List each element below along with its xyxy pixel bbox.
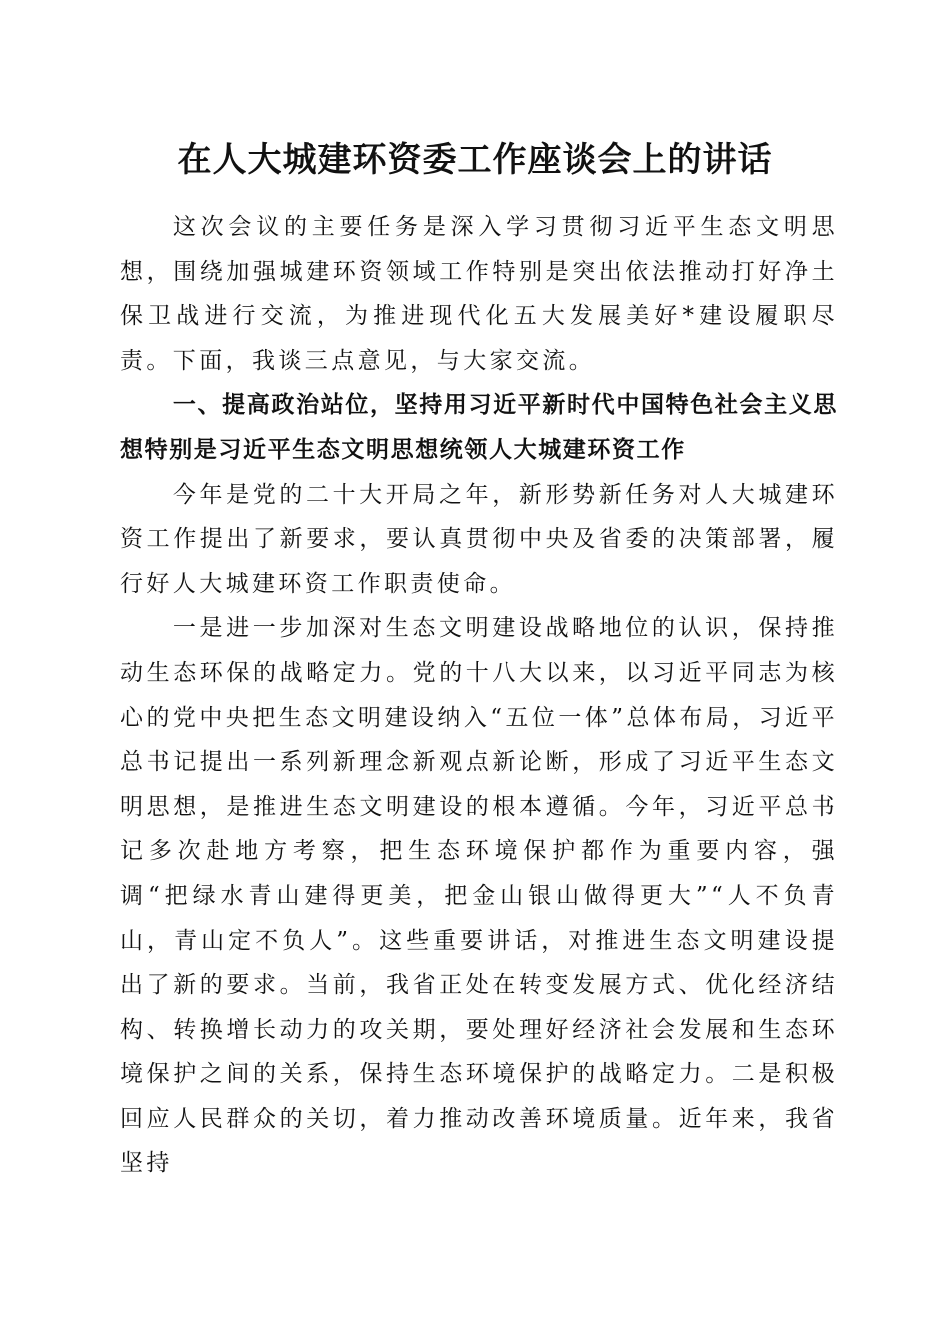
intro-paragraph: 这次会议的主要任务是深入学习贯彻习近平生态文明思想，围绕加强城建环资领域工作特别是突出依法推动打好净土保卫战进行交流，为推进现代化五大发展美好*建设履职尽责。下面，我谈三点意见，与大家交流。 (120, 214, 838, 374)
section-heading-1: 一、提高政治站位，坚持用习近平新时代中国特色社会主义思想特别是习近平生态文明思想统领人大城建环资工作 (120, 392, 838, 463)
point2-body: 近年来，我省坚持 (120, 1105, 838, 1177)
document-body (120, 205, 838, 1186)
point1-paragraph (120, 606, 838, 1186)
point2-lead: 二是积极回应人民群众的关切，着力推动改善环境质量。 (120, 1061, 838, 1132)
point1-lead: 一是进一步加深对生态文明建设战略地位的认识，保持推动生态环保的战略定力。 (120, 615, 838, 686)
document-title: 在人大城建环资委工作座谈会上的讲话 (177, 140, 773, 180)
section1-paragraph: 今年是党的二十大开局之年，新形势新任务对人大城建环资工作提出了新要求，要认真贯彻中央及省委的决策部署，履行好人大城建环资工作职责使命。 (120, 481, 838, 597)
point1-body: 党的十八大以来，以习近平同志为核心的党中央把生态文明建设纳入“五位一体”总体布局，习近平总书记提出一系列新理念新观点新论断，形成了习近平生态文明思想，是推进生态文明建设的根本遵循。今年，习近平总书记多次赴地方考察，把生态环境保护都作为重要内容，强调“把绿水青山建得更美，把金山银山做得更大”“人不负青山，青山定不负人”。这些重要讲话，对推进生态文明建设提出了新的要求。当前，我省正处在转变发展方式、优化经济结构、转换增长动力的攻关期，要处理好经济社会发展和生态环境保护之间的关系，保持生态环境保护的战略定力。 (120, 659, 839, 1088)
